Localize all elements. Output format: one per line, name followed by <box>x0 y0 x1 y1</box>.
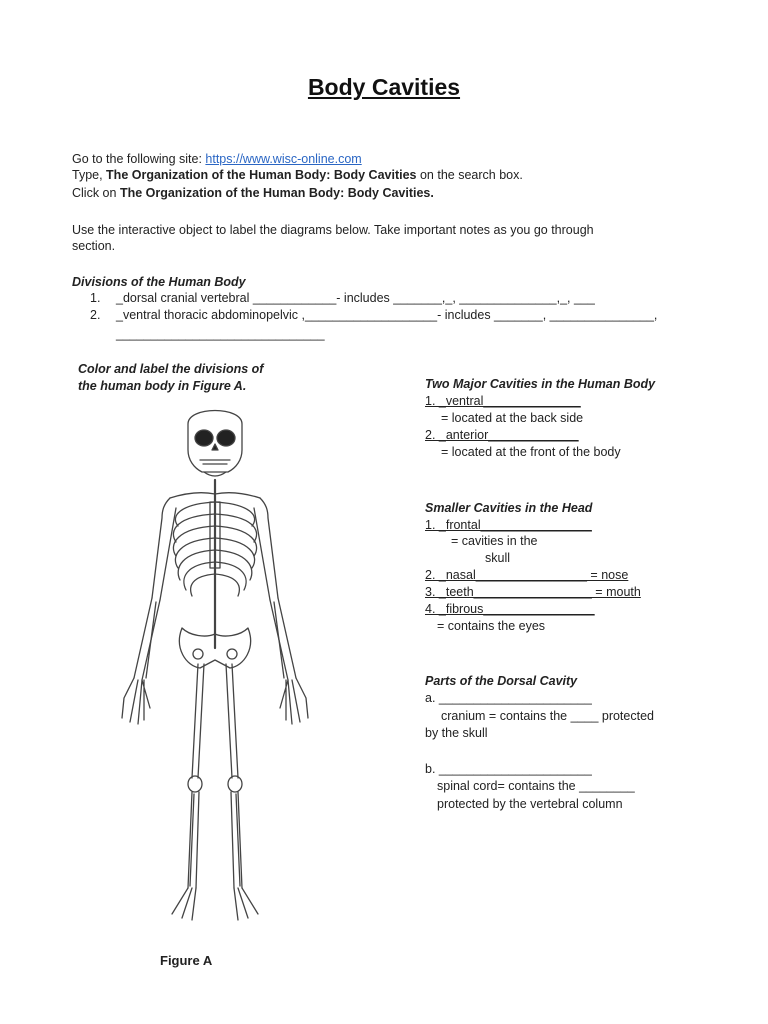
dorsal-parts-line-6: protected by the vertebral column <box>437 797 623 811</box>
two-major-line-2: = located at the back side <box>441 411 584 425</box>
site-link[interactable]: https://www.wisc-online.com <box>205 152 362 166</box>
smaller-head-line-4: 2. _nasal________________ = nose <box>425 568 629 582</box>
divisions-heading: Divisions of the Human Body <box>72 275 246 289</box>
instructions-line-1: Use the interactive object to label the diagrams below. Take important notes as you go through <box>72 223 594 237</box>
list-number: 1. <box>90 291 101 305</box>
list-text: _dorsal cranial vertebral ____________- includes _______,_, ______________,_, ___ <box>116 291 595 305</box>
skull-icon <box>188 411 242 477</box>
divisions-continuation: ______________________________ <box>116 327 325 341</box>
skeleton-figure <box>100 398 330 928</box>
intro-text: Go to the following site: <box>72 152 206 166</box>
page-title: Body Cavities <box>307 74 461 100</box>
smaller-head-line-6: 4. _fibrous________________ <box>425 602 595 616</box>
smaller-head-line-5: 3. _teeth_________________ = mouth <box>425 585 641 599</box>
dorsal-parts-line-2: cranium = contains the ____ protected <box>441 709 654 723</box>
dorsal-parts-heading: Parts of the Dorsal Cavity <box>425 674 578 688</box>
list-text: _ventral thoracic abdominopelvic ,___________________- includes _______, _______________, <box>116 308 658 322</box>
two-major-line-4: = located at the front of the body <box>441 445 621 459</box>
dorsal-parts-line-5: spinal cord= contains the ________ <box>437 779 635 793</box>
figure-caption: Figure A <box>160 953 213 968</box>
intro-line-2 <box>72 167 523 184</box>
dorsal-parts-line-3: by the skull <box>425 726 488 740</box>
figure-instruction-line-1: Color and label the divisions of <box>78 362 264 376</box>
intro-line-3 <box>72 185 434 202</box>
divisions-list <box>72 290 722 324</box>
two-major-line-1: 1. _ventral______________ <box>425 394 581 408</box>
smaller-head-line-7: = contains the eyes <box>437 619 546 633</box>
intro-line-1 <box>72 151 362 168</box>
list-item <box>72 307 722 324</box>
two-major-heading: Two Major Cavities in the Human Body <box>425 377 656 391</box>
dorsal-parts-line-4: b. ______________________ <box>425 762 592 776</box>
smaller-head-line-3: skull <box>485 551 511 565</box>
dorsal-parts-line-1: a. ______________________ <box>425 691 592 705</box>
two-major-line-3: 2. _anterior_____________ <box>425 428 579 442</box>
list-item <box>72 290 722 307</box>
right-arm-icon <box>254 498 308 724</box>
smaller-head-line-1: 1. _frontal________________ <box>425 518 592 532</box>
left-arm-icon <box>122 498 176 724</box>
intro-text: on the search box. <box>416 168 523 182</box>
search-term: The Organization of the Human Body: Body Cavities <box>106 168 417 182</box>
list-number: 2. <box>90 308 101 322</box>
intro-text: Type, <box>72 168 107 182</box>
intro-text: Click on <box>72 186 120 200</box>
legs-icon <box>172 664 258 920</box>
instructions-line-2: section. <box>72 239 116 253</box>
smaller-head-heading: Smaller Cavities in the Head <box>425 501 593 515</box>
figure-instruction-line-2: the human body in Figure A. <box>78 379 247 393</box>
click-target-text: The Organization of the Human Body: Body Cavities. <box>119 186 434 200</box>
smaller-head-line-2: = cavities in the <box>451 534 538 548</box>
